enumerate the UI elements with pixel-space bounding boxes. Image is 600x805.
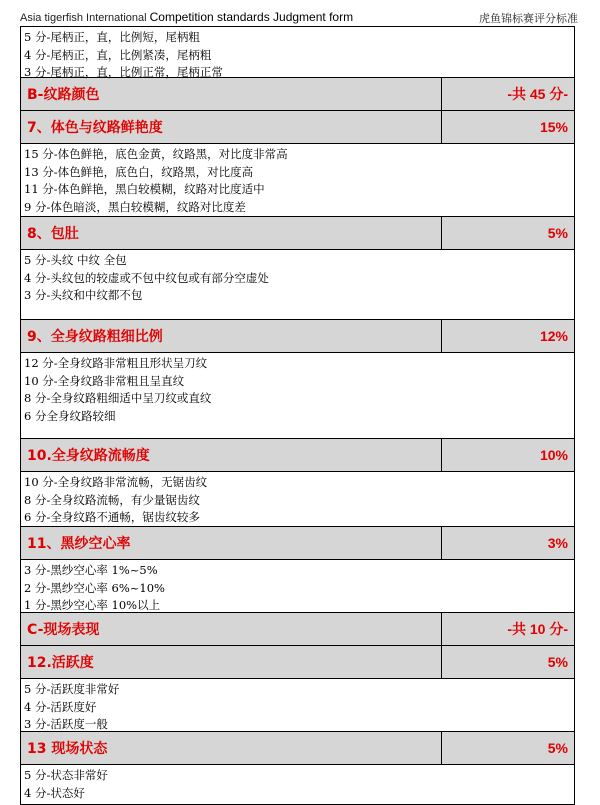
criteria-line: 6 分-全身纹路不通畅，锯齿纹较多 (24, 510, 200, 524)
section-header-c (21, 612, 574, 645)
criteria-cell-9 (21, 352, 574, 438)
criteria-line: 3 分-活跃度一般 (24, 717, 108, 731)
section-weight: 5% (547, 740, 568, 756)
section-weight: 5% (547, 225, 568, 241)
criteria-line: 6 分全身纹路较细 (24, 408, 116, 423)
header-form-name: Competition standards Judgment form (149, 10, 354, 24)
section-title: 12.活跃度 (21, 646, 442, 678)
section-header-13 (21, 731, 574, 764)
section-title: 11、黑纱空心率 (21, 527, 442, 559)
criteria-line: 8 分-全身纹路流畅，有少量锯齿纹 (24, 492, 200, 507)
section-header-8 (21, 216, 574, 249)
section-header-11 (21, 526, 574, 559)
criteria-line: 4 分-活跃度好 (24, 699, 97, 714)
criteria-line: 8 分-全身纹路粗细适中呈刀纹或直纹 (24, 391, 212, 405)
criteria-line: 5 分-头纹 中纹 全包 (24, 253, 127, 267)
criteria-cell-7 (21, 143, 574, 216)
criteria-line: 4 分-状态好 (24, 785, 85, 800)
criteria-line: 13 分-体色鲜艳，底色白，纹路黑，对比度高 (24, 164, 254, 179)
criteria-line: 10 分-全身纹路非常流畅，无锯齿纹 (24, 475, 208, 489)
section-title: 8、包肚 (21, 217, 442, 249)
section-title: B-纹路颜色 (21, 78, 442, 110)
criteria-cell-12 (21, 678, 574, 731)
section-title: 13 现场状态 (21, 732, 442, 764)
section-weight: 5% (547, 654, 568, 670)
criteria-line: 9 分-体色暗淡，黑白较模糊，纹路对比度差 (24, 199, 246, 214)
section-header-7 (21, 110, 574, 143)
criteria-line: 11 分-体色鲜艳，黑白较模糊，纹路对比度适中 (24, 182, 265, 196)
section-title: C-现场表现 (21, 613, 442, 645)
criteria-line: 5 分-活跃度非常好 (24, 682, 120, 696)
criteria-cell-11 (21, 559, 574, 612)
criteria-line: 4 分-尾柄正，直，比例紧凑，尾柄粗 (24, 47, 212, 62)
section-weight: 12% (539, 328, 568, 344)
criteria-line: 3 分-头纹和中纹都不包 (24, 288, 143, 302)
criteria-line: 12 分-全身纹路非常粗且形状呈刀纹 (24, 356, 208, 370)
criteria-cell-10 (21, 471, 574, 526)
criteria-line: 3 分-黑纱空心率 1%~5% (24, 563, 158, 577)
criteria-line: 1 分-黑纱空心率 10%以上 (24, 598, 161, 612)
criteria-line: 2 分-黑纱空心率 6%~10% (24, 580, 165, 595)
section-header-b (21, 77, 574, 110)
header-org: Asia tigerfish International (20, 12, 150, 24)
section-title: 7、体色与纹路鲜艳度 (21, 111, 442, 143)
page-header (20, 6, 578, 26)
section-weight: 15% (539, 119, 568, 135)
section-weight: -共 10 分- (507, 621, 568, 637)
section-header-9 (21, 319, 574, 352)
header-title-cn: 虎鱼锦标赛评分标准 (479, 13, 578, 25)
section-title: 9、全身纹路粗细比例 (21, 320, 442, 352)
header-title-en (20, 10, 353, 24)
section-weight: -共 45 分- (507, 86, 568, 102)
section-header-12 (21, 645, 574, 678)
judgment-table (20, 26, 575, 805)
section-weight: 3% (547, 535, 568, 551)
criteria-line: 10 分-全身纹路非常粗且呈直纹 (24, 373, 185, 388)
section-header-10 (21, 438, 574, 471)
criteria-cell-13 (21, 764, 574, 804)
section-title: 10.全身纹路流畅度 (21, 439, 442, 471)
criteria-line: 4 分-头纹包的较虚或不包中纹包或有部分空虚处 (24, 270, 269, 285)
criteria-line: 5 分-状态非常好 (24, 768, 108, 782)
section-weight: 10% (539, 447, 568, 463)
criteria-line: 3 分-尾柄正，直，比例正常，尾柄正常 (24, 65, 223, 79)
criteria-line: 5 分-尾柄正，直，比例短，尾柄粗 (24, 30, 200, 44)
criteria-cell-8 (21, 249, 574, 319)
criteria-line: 15 分-体色鲜艳，底色金黄，纹路黑，对比度非常高 (24, 147, 288, 161)
criteria-cell-top (21, 26, 574, 77)
